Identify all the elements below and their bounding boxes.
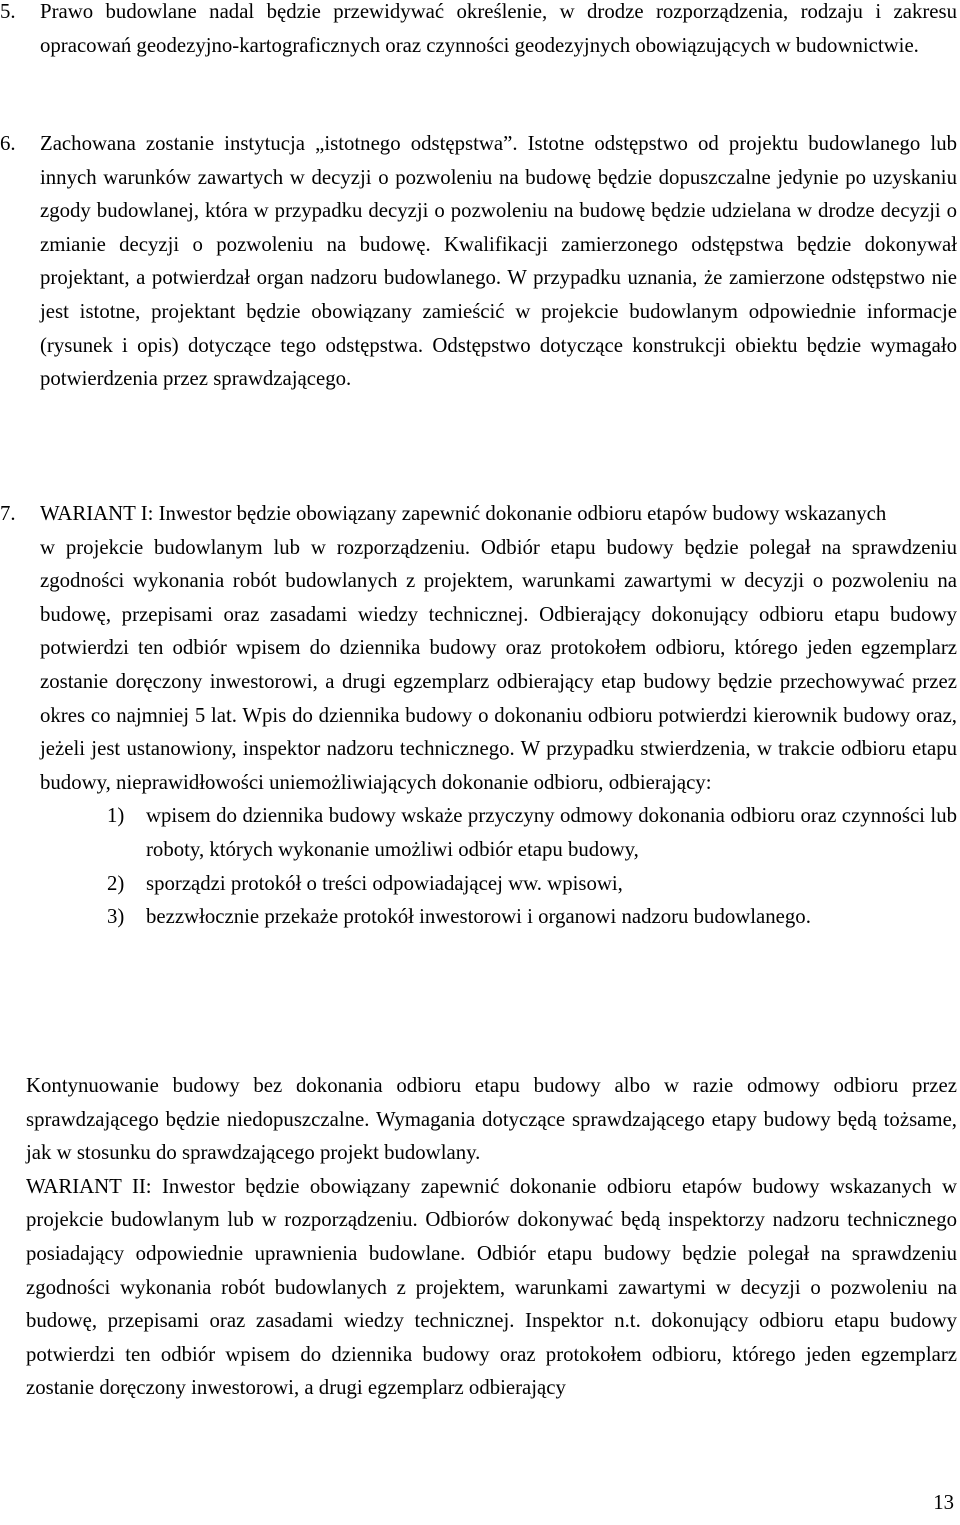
list-item-text: w projekcie budowlanym lub w rozporządzeniu. Odbiór etapu budowy będzie polegał na sprawdzeniu zgodności wykonania robót budowlanych z projektem, warunkami zawartymi w decyzji o pozwoleniu na budowę, przepisami oraz zasadami wiedzy technicznej. Odbierający dokonujący odbioru etapu budowy potwierdzi ten odbiór wpisem do dziennika budowy oraz protokołem odbioru, którego jeden egzemplarz zostanie doręczony inwestorowi, a drugi egzemplarz odbierający etap budowy będzie przechowywać przez okres co najmniej 5 lat. Wpis do dziennika budowy o dokonaniu odbioru potwierdzi kierownik budowy oraz, jeżeli jest ustanowiony, inspektor nadzoru technicznego. W przypadku stwierdzenia, w trakcie odbioru etapu budowy, nieprawidłowości uniemożliwiających dokonanie odbioru, odbierający: xyxy=(40,535,957,794)
sub-list-item-number: 2) xyxy=(107,871,125,895)
sub-list-item-text: wpisem do dziennika budowy wskaże przyczyny odmowy dokonania odbioru oraz czynności lub roboty, których wykonanie umożliwi odbiór etapu budowy, xyxy=(146,804,957,861)
sub-list-item-2 xyxy=(40,867,957,901)
list-item-number: 7. xyxy=(0,502,16,525)
list-item-7 xyxy=(0,497,957,934)
sub-list-item-number: 3) xyxy=(107,905,125,929)
list-item-text: Prawo budowlane nadal będzie przewidywać określenie, w drodze rozporządzenia, rodzaju i zakresu opracowań geodezyjno-kartograficznych oraz czynności geodezyjnych obowiązujących w budownictwie. xyxy=(40,0,957,57)
sub-list-item-text: bezzwłocznie przekaże protokół inwestorowi i organowi nadzoru budowlanego. xyxy=(146,905,811,929)
sub-list xyxy=(0,799,957,933)
list-item-first-line: WARIANT I: Inwestor będzie obowiązany zapewnić dokonanie odbioru etapów budowy wskazanych xyxy=(40,502,887,525)
paragraph: WARIANT II: Inwestor będzie obowiązany zapewnić dokonanie odbioru etapów budowy wskazanych w projekcie budowlanym lub w rozporządzeniu. Odbiorów dokonywać będą inspektorzy nadzoru technicznego posiadający odpowiednie uprawnienia budowlane. Odbiór etapu budowy będzie polegał na sprawdzeniu zgodności wykonania robót budowlanych z projektem, warunkami zawartymi w decyzji o pozwoleniu na budowę, przepisami oraz zasadami wiedzy technicznej. Inspektor n.t. dokonujący odbioru etapu budowy potwierdzi ten odbiór wpisem do dziennika budowy oraz protokołem odbioru, którego jeden egzemplarz zostanie doręczony inwestorowi, a drugi egzemplarz odbierający xyxy=(26,1174,957,1400)
body-paragraphs xyxy=(26,1069,957,1405)
list-item-number: 5. xyxy=(0,0,16,23)
list-item-6 xyxy=(0,127,957,396)
page-number: 13 xyxy=(933,1491,954,1514)
sub-list-item-number: 1) xyxy=(107,804,125,828)
list-item-text: Zachowana zostanie instytucja „istotnego odstępstwa”. Istotne odstępstwo od projektu budowlanego lub innych warunków zawartych w decyzji o pozwoleniu na budowę będzie dopuszczalne jedynie po uzyskaniu zgody budowlanej, która w przypadku decyzji o pozwoleniu na budowę będzie udzielana w drodze decyzji o zmianie decyzji o pozwoleniu na budowę. Kwalifikacji zamierzonego odstępstwa będzie dokonywał projektant, a potwierdzał organ nadzoru budowlanego. W przypadku uznania, że zamierzone odstępstwo nie jest istotne, projektant będzie obowiązany zamieścić w projekcie budowlanym odpowiednie informacje (rysunek i opis) dotyczące tego odstępstwa. Odstępstwo dotyczące konstrukcji obiektu będzie wymagało potwierdzenia przez sprawdzającego. xyxy=(40,132,957,391)
sub-list-item-3 xyxy=(40,900,957,934)
sub-list-item-text: sporządzi protokół o treści odpowiadającej ww. wpisowi, xyxy=(146,871,623,895)
list-item-number: 6. xyxy=(0,132,16,155)
list-item-5 xyxy=(0,0,957,62)
sub-list-item-1 xyxy=(40,799,957,866)
paragraph: Kontynuowanie budowy bez dokonania odbioru etapu budowy albo w razie odmowy odbioru przez sprawdzającego będzie niedopuszczalne. Wymagania dotyczące sprawdzającego etapy budowy będą tożsame, jak w stosunku do sprawdzającego projekt budowlany. xyxy=(26,1074,957,1165)
